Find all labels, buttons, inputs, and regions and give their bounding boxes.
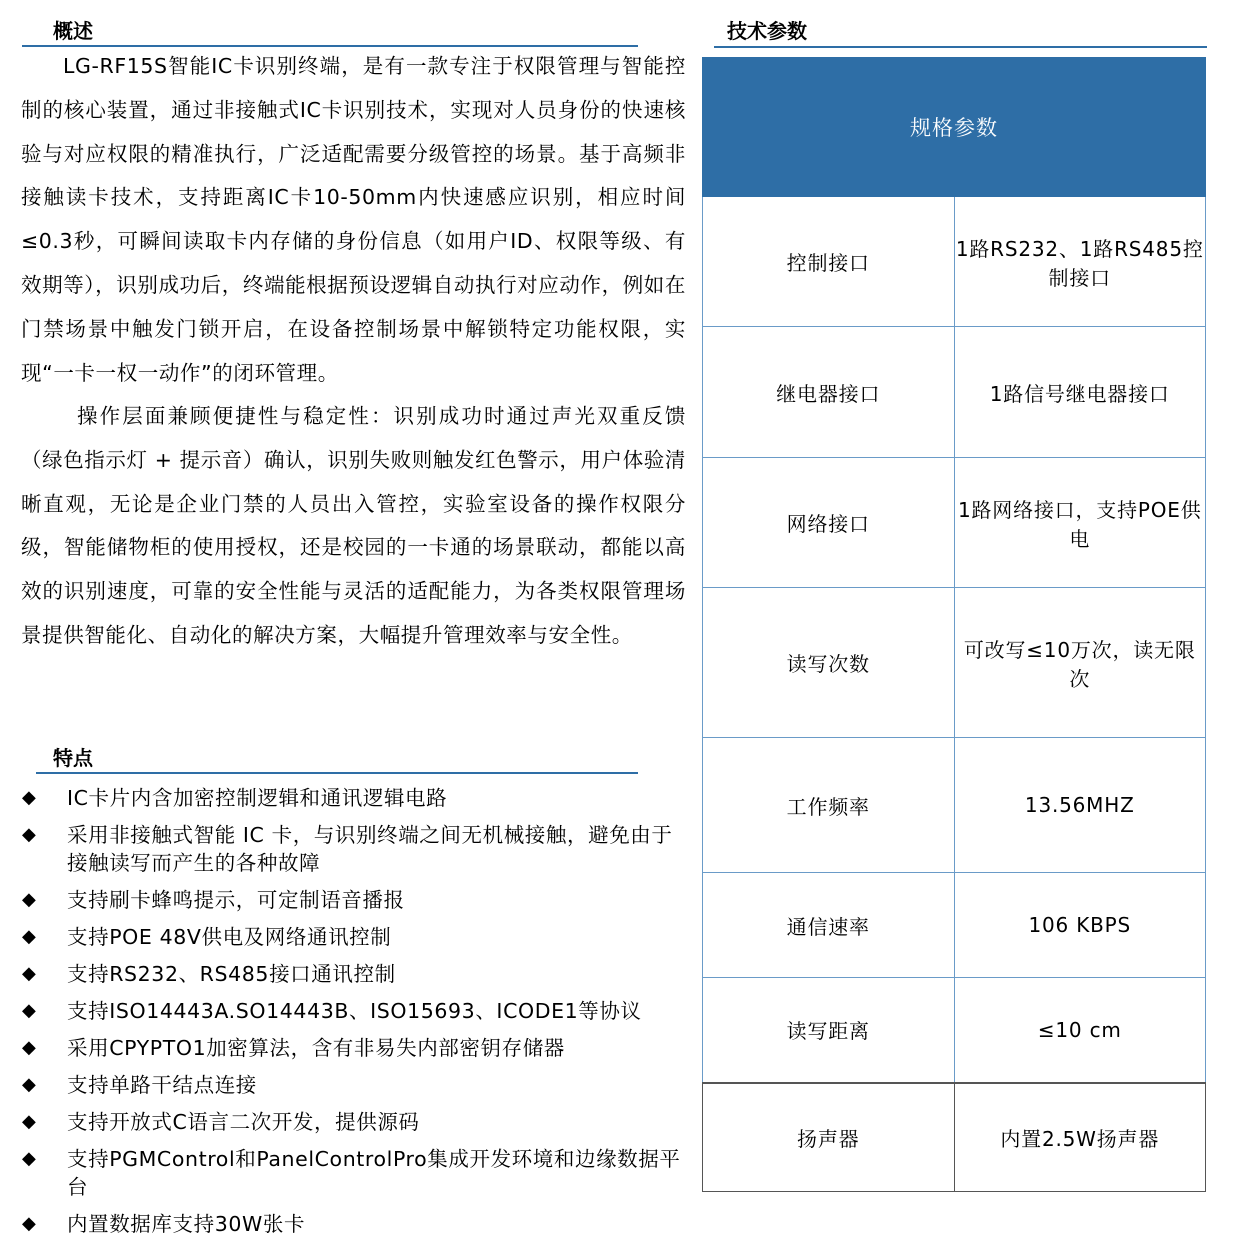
spec-value: 1路RS232、1路RS485控制接口 <box>954 197 1206 327</box>
spec-row <box>703 327 1206 458</box>
spec-row <box>703 1083 1206 1192</box>
features-title: 特点 <box>53 746 93 770</box>
feature-item <box>22 923 682 951</box>
spec-key: 网络接口 <box>703 458 955 588</box>
spec-header-row <box>703 58 1206 197</box>
spec-row <box>703 588 1206 738</box>
feature-text: 支持PGMControl和PanelControlPro集成开发环境和边缘数据平台 <box>67 1147 681 1199</box>
feature-text: 采用非接触式智能 IC 卡，与识别终端之间无机械接触，避免由于接触读写而产生的各种故障 <box>67 823 673 875</box>
feature-item <box>22 821 682 877</box>
specs-title: 技术参数 <box>727 19 807 43</box>
spec-key: 继电器接口 <box>703 327 955 458</box>
spec-value: 1路网络接口，支持POE供电 <box>954 458 1206 588</box>
diamond-bullet-icon: ◆ <box>22 1111 37 1132</box>
diamond-bullet-icon: ◆ <box>22 963 37 984</box>
spec-table-header: 规格参数 <box>703 58 1206 197</box>
diamond-bullet-icon: ◆ <box>22 1074 37 1095</box>
overview-title: 概述 <box>53 19 93 43</box>
diamond-bullet-icon: ◆ <box>22 1000 37 1021</box>
feature-text: 支持POE 48V供电及网络通讯控制 <box>67 925 392 949</box>
overview-paragraph: LG-RF15S智能IC卡识别终端，是有一款专注于权限管理与智能控制的核心装置，通过非接触式IC卡识别技术，实现对人员身份的快速核验与对应权限的精准执行，广泛适配需要分级管控的场景。基于高频非接触读卡技术，支持距离IC卡10-50mm内快速感应识别，相应时间≤0.3秒，可瞬间读取卡内存储的身份信息（如用户ID、权限等级、有效期等），识别成功后，终端能根据预设逻辑自动执行对应动作，例如在门禁场景中触发门锁开启，在设备控制场景中解锁特定功能权限，实现“一卡一权一动作”的闭环管理。 <box>21 54 686 385</box>
spec-value: 106 KBPS <box>954 873 1206 978</box>
spec-value: ≤10 cm <box>954 978 1206 1083</box>
spec-key: 读写距离 <box>703 978 955 1083</box>
feature-text: 支持开放式C语言二次开发，提供源码 <box>67 1110 420 1134</box>
feature-item <box>22 886 682 914</box>
feature-text: 支持RS232、RS485接口通讯控制 <box>67 962 396 986</box>
feature-text: 内置数据库支持30W张卡 <box>67 1212 306 1236</box>
spec-key: 读写次数 <box>703 588 955 738</box>
specs-divider <box>714 46 1207 48</box>
spec-row <box>703 197 1206 327</box>
diamond-bullet-icon: ◆ <box>22 926 37 947</box>
spec-table <box>702 57 1206 1192</box>
feature-item <box>22 960 682 988</box>
feature-item <box>22 997 682 1025</box>
spec-value: 可改写≤10万次，读无限次 <box>954 588 1206 738</box>
diamond-bullet-icon: ◆ <box>22 1148 37 1169</box>
spec-key: 工作频率 <box>703 738 955 873</box>
feature-text: 采用CPYPTO1加密算法，含有非易失内部密钥存储器 <box>67 1036 565 1060</box>
feature-text: 支持ISO14443A.SO14443B、ISO15693、ICODE1等协议 <box>67 999 642 1023</box>
spec-row <box>703 978 1206 1083</box>
spec-key: 通信速率 <box>703 873 955 978</box>
diamond-bullet-icon: ◆ <box>22 787 37 808</box>
features-list <box>22 784 682 1247</box>
diamond-bullet-icon: ◆ <box>22 889 37 910</box>
spec-row <box>703 458 1206 588</box>
spec-key: 控制接口 <box>703 197 955 327</box>
spec-value: 1路信号继电器接口 <box>954 327 1206 458</box>
feature-text: 支持单路干结点连接 <box>67 1073 257 1097</box>
feature-text: IC卡片内含加密控制逻辑和通讯逻辑电路 <box>67 786 448 810</box>
feature-item <box>22 1145 682 1201</box>
feature-text: 支持刷卡蜂鸣提示，可定制语音播报 <box>67 888 405 912</box>
feature-item <box>22 1108 682 1136</box>
diamond-bullet-icon: ◆ <box>22 1037 37 1058</box>
spec-key: 扬声器 <box>703 1083 955 1192</box>
spec-value: 内置2.5W扬声器 <box>954 1083 1206 1192</box>
spec-row <box>703 738 1206 873</box>
feature-item <box>22 1071 682 1099</box>
spec-value: 13.56MHZ <box>954 738 1206 873</box>
feature-item <box>22 1210 682 1238</box>
diamond-bullet-icon: ◆ <box>22 824 37 845</box>
feature-item <box>22 1034 682 1062</box>
overview-paragraph: 操作层面兼顾便捷性与稳定性：识别成功时通过声光双重反馈（绿色指示灯 + 提示音）确认，识别失败则触发红色警示，用户体验清晰直观，无论是企业门禁的人员出入管控，实验室设备的操作权限分级，智能储物柜的使用授权，还是校园的一卡通的场景联动，都能以高效的识别速度，可靠的安全性能与灵活的适配能力，为各类权限管理场景提供智能化、自动化的解决方案，大幅提升管理效率与安全性。 <box>21 404 687 647</box>
feature-item <box>22 784 682 812</box>
diamond-bullet-icon: ◆ <box>22 1213 37 1234</box>
features-divider <box>36 772 638 774</box>
spec-row <box>703 873 1206 978</box>
